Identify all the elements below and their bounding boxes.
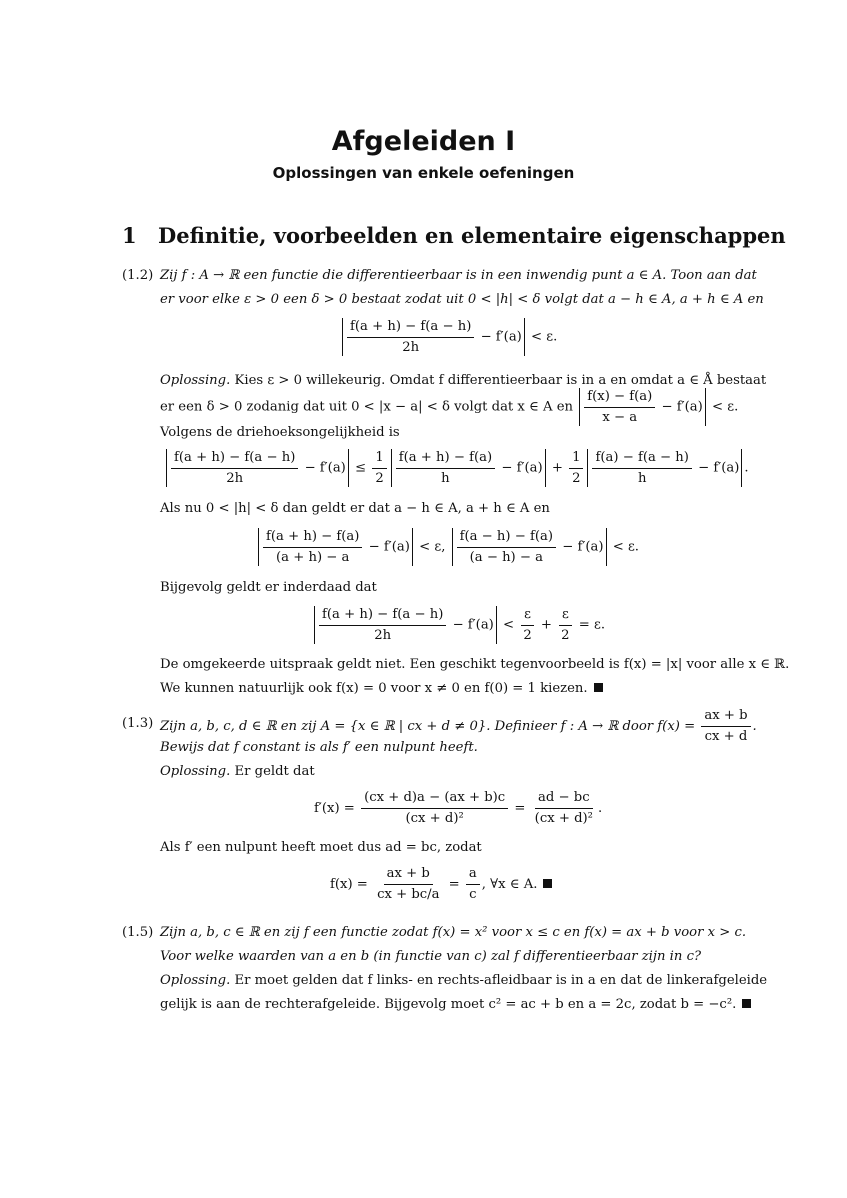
term: − f′(a) (368, 539, 410, 555)
solution-label: Oplossing. (160, 373, 231, 388)
exercise-1-3-equation-2 (330, 866, 552, 903)
term: f(x) = (330, 877, 368, 892)
numerator: a (466, 866, 480, 885)
statement-text: Zijn a, b, c, d ∈ ℝ en zij A = {x ∈ ℝ | cx + d ≠ 0}. Definieer f : A → ℝ door f(x) = (160, 719, 696, 734)
term: . (744, 460, 749, 476)
exercise-1-3-statement-line-2: Bewijs dat f constant is als f′ een nulpunt heeft. (160, 740, 478, 755)
numerator: ax + b (701, 708, 750, 727)
exercise-number-1-3: (1.3) (122, 716, 154, 731)
solution-text: gelijk is aan de rechterafgeleide. Bijgevolg moet c² = ac + b en a = 2c, zodat b = −c². (160, 997, 737, 1012)
numerator: ad − bc (535, 790, 593, 809)
denominator: 2 (561, 627, 570, 643)
denominator: 2h (226, 470, 244, 486)
denominator: 2 (572, 470, 581, 486)
term: f′(x) = (314, 801, 355, 816)
denominator: c (469, 887, 477, 902)
term: − f′(a) (480, 329, 522, 345)
operator: + (551, 460, 563, 476)
abs-bar (342, 318, 343, 356)
term: < ε. (531, 329, 558, 345)
numerator: f(a + h) − f(a − h) (171, 450, 298, 469)
operator: = (448, 877, 460, 892)
numerator: f(x) − f(a) (584, 389, 655, 408)
term: − f′(a) (452, 617, 494, 633)
term: − f′(a) (698, 460, 740, 476)
term: . (752, 719, 757, 734)
exercise-1-2-solution-line-3: Volgens de driehoeksongelijkheid is (160, 425, 400, 440)
denominator: (a − h) − a (469, 549, 543, 565)
abs-bar (391, 449, 392, 487)
abs-bar (579, 388, 580, 426)
abs-bar (314, 606, 315, 644)
operator: = (514, 801, 526, 816)
solution-text: Er moet gelden dat f links- en rechts-afleidbaar is in a en dat de linkerafgeleide (234, 973, 768, 988)
qed-square-icon (543, 879, 552, 888)
numerator: f(a + h) − f(a − h) (347, 319, 474, 338)
term: . (597, 801, 603, 816)
exercise-1-5-statement-line-1: Zijn a, b, c ∈ ℝ en zij f een functie zodat f(x) = x² voor x ≤ c en f(x) = ax + b voor x > c. (160, 925, 747, 940)
solution-label: Oplossing. (160, 764, 231, 779)
term: , ∀x ∈ A. (481, 877, 538, 892)
exercise-1-2-solution-line-7 (160, 681, 603, 697)
exercise-1-5-solution-line-1 (160, 973, 767, 989)
denominator: cx + d (704, 729, 748, 744)
term: < ε. (712, 399, 739, 415)
qed-square-icon (594, 683, 603, 692)
abs-bar (587, 449, 588, 487)
denominator: 2h (374, 627, 392, 643)
numerator: ε (559, 607, 572, 626)
fraction (466, 866, 480, 903)
page-subtitle: Oplossingen van enkele oefeningen (272, 164, 575, 182)
qed-square-icon (742, 999, 751, 1008)
solution-text: Er geldt dat (234, 764, 315, 779)
exercise-1-2-solution-line-5: Bijgevolg geldt er inderdaad dat (160, 580, 377, 595)
exercise-1-2-solution-line-4: Als nu 0 < |h| < δ dan geldt er dat a − h ∈ A, a + h ∈ A en (160, 501, 550, 516)
operator: ≤ (355, 460, 367, 476)
fraction (532, 790, 596, 827)
abs-bar (496, 606, 497, 644)
abs-bar (524, 318, 525, 356)
exercise-1-2-solution-line-6: De omgekeerde uitspraak geldt niet. Een geschikt tegenvoorbeeld is f(x) = |x| voor alle x ∈ ℝ. (160, 657, 790, 672)
abs-bar (258, 528, 259, 566)
term: = ε. (578, 617, 606, 633)
abs-bar (166, 449, 167, 487)
term: − f′(a) (501, 460, 543, 476)
numerator: f(a + h) − f(a) (263, 529, 362, 548)
fraction (396, 450, 495, 487)
exercise-1-2-solution-line-1 (160, 373, 766, 389)
abs-bar (606, 528, 607, 566)
exercise-1-3-equation-1 (314, 790, 602, 827)
denominator: cx + bc/a (377, 887, 440, 902)
fraction (263, 529, 362, 566)
abs-bar (412, 528, 413, 566)
abs-bar (545, 449, 546, 487)
fraction (558, 607, 572, 644)
fraction (592, 450, 691, 487)
denominator: 2 (523, 627, 532, 643)
denominator: h (637, 470, 647, 486)
fraction (457, 529, 556, 566)
numerator: ε (521, 607, 534, 626)
denominator: x − a (602, 409, 638, 425)
operator: + (540, 617, 552, 633)
term: < ε, (419, 539, 446, 555)
term: − f′(a) (661, 399, 703, 415)
term: − f′(a) (304, 460, 346, 476)
denominator: h (441, 470, 450, 486)
abs-bar (348, 449, 349, 487)
denominator: 2 (375, 470, 384, 486)
exercise-1-2-equation-3 (256, 528, 639, 566)
fraction (372, 450, 386, 487)
operator: < (503, 617, 515, 633)
section-number: 1 (122, 223, 137, 248)
fraction (584, 389, 655, 426)
numerator: f(a) − f(a − h) (592, 450, 691, 469)
exercise-number-1-5: (1.5) (122, 925, 154, 940)
fraction (319, 607, 446, 644)
fraction (701, 708, 750, 745)
exercise-number-1-2: (1.2) (122, 268, 154, 283)
solution-text: Kies ε > 0 willekeurig. Omdat f differentieerbaar is in a en omdat a ∈ Å bestaat (234, 373, 767, 388)
solution-text: We kunnen natuurlijk ook f(x) = 0 voor x ≠ 0 en f(0) = 1 kiezen. (160, 681, 588, 696)
numerator: f(a − h) − f(a) (457, 529, 556, 548)
numerator: 1 (569, 450, 583, 469)
exercise-1-5-solution-line-2 (160, 997, 751, 1013)
numerator: 1 (372, 450, 386, 469)
numerator: (cx + d)a − (ax + b)c (361, 790, 508, 809)
solution-label: Oplossing. (160, 973, 231, 988)
exercise-1-2-equation-4 (312, 606, 605, 644)
exercise-1-5-statement-line-2: Voor welke waarden van a en b (in functie van c) zal f differentieerbaar zijn in c? (160, 949, 702, 964)
exercise-1-2-equation-1 (340, 318, 557, 356)
fraction (361, 790, 508, 827)
numerator: f(a + h) − f(a − h) (319, 607, 446, 626)
exercise-1-2-statement-line-2: er voor elke ε > 0 een δ > 0 bestaat zodat uit 0 < |h| < δ volgt dat a − h ∈ A, a + h ∈ A en (160, 292, 764, 307)
fraction (520, 607, 534, 644)
exercise-1-3-solution-line-1 (160, 764, 315, 780)
numerator: ax + b (384, 866, 433, 885)
fraction (347, 319, 474, 356)
denominator: 2h (402, 339, 420, 355)
abs-bar (705, 388, 706, 426)
denominator: (cx + d)² (534, 811, 593, 826)
solution-text: er een δ > 0 zodanig dat uit 0 < |x − a| < δ volgt dat x ∈ A en (160, 399, 574, 415)
exercise-1-2-statement-line-1: Zij f : A → ℝ een functie die differentieerbaar is in een inwendig punt a ∈ A. Toon aan dat (160, 268, 757, 283)
term: < ε. (612, 539, 639, 555)
denominator: (cx + d)² (405, 811, 464, 826)
fraction (374, 866, 442, 903)
section-title: Definitie, voorbeelden en elementaire eigenschappen (158, 223, 786, 248)
term: − f′(a) (562, 539, 604, 555)
exercise-1-2-solution-line-2 (160, 388, 738, 426)
denominator: (a + h) − a (276, 549, 350, 565)
numerator: f(a + h) − f(a) (396, 450, 495, 469)
fraction (171, 450, 298, 487)
fraction (569, 450, 583, 487)
exercise-1-2-equation-2 (164, 449, 749, 487)
exercise-1-3-solution-line-2: Als f′ een nulpunt heeft moet dus ad = bc, zodat (160, 840, 482, 855)
page-title: Afgeleiden I (331, 126, 516, 157)
abs-bar (741, 449, 742, 487)
abs-bar (452, 528, 453, 566)
